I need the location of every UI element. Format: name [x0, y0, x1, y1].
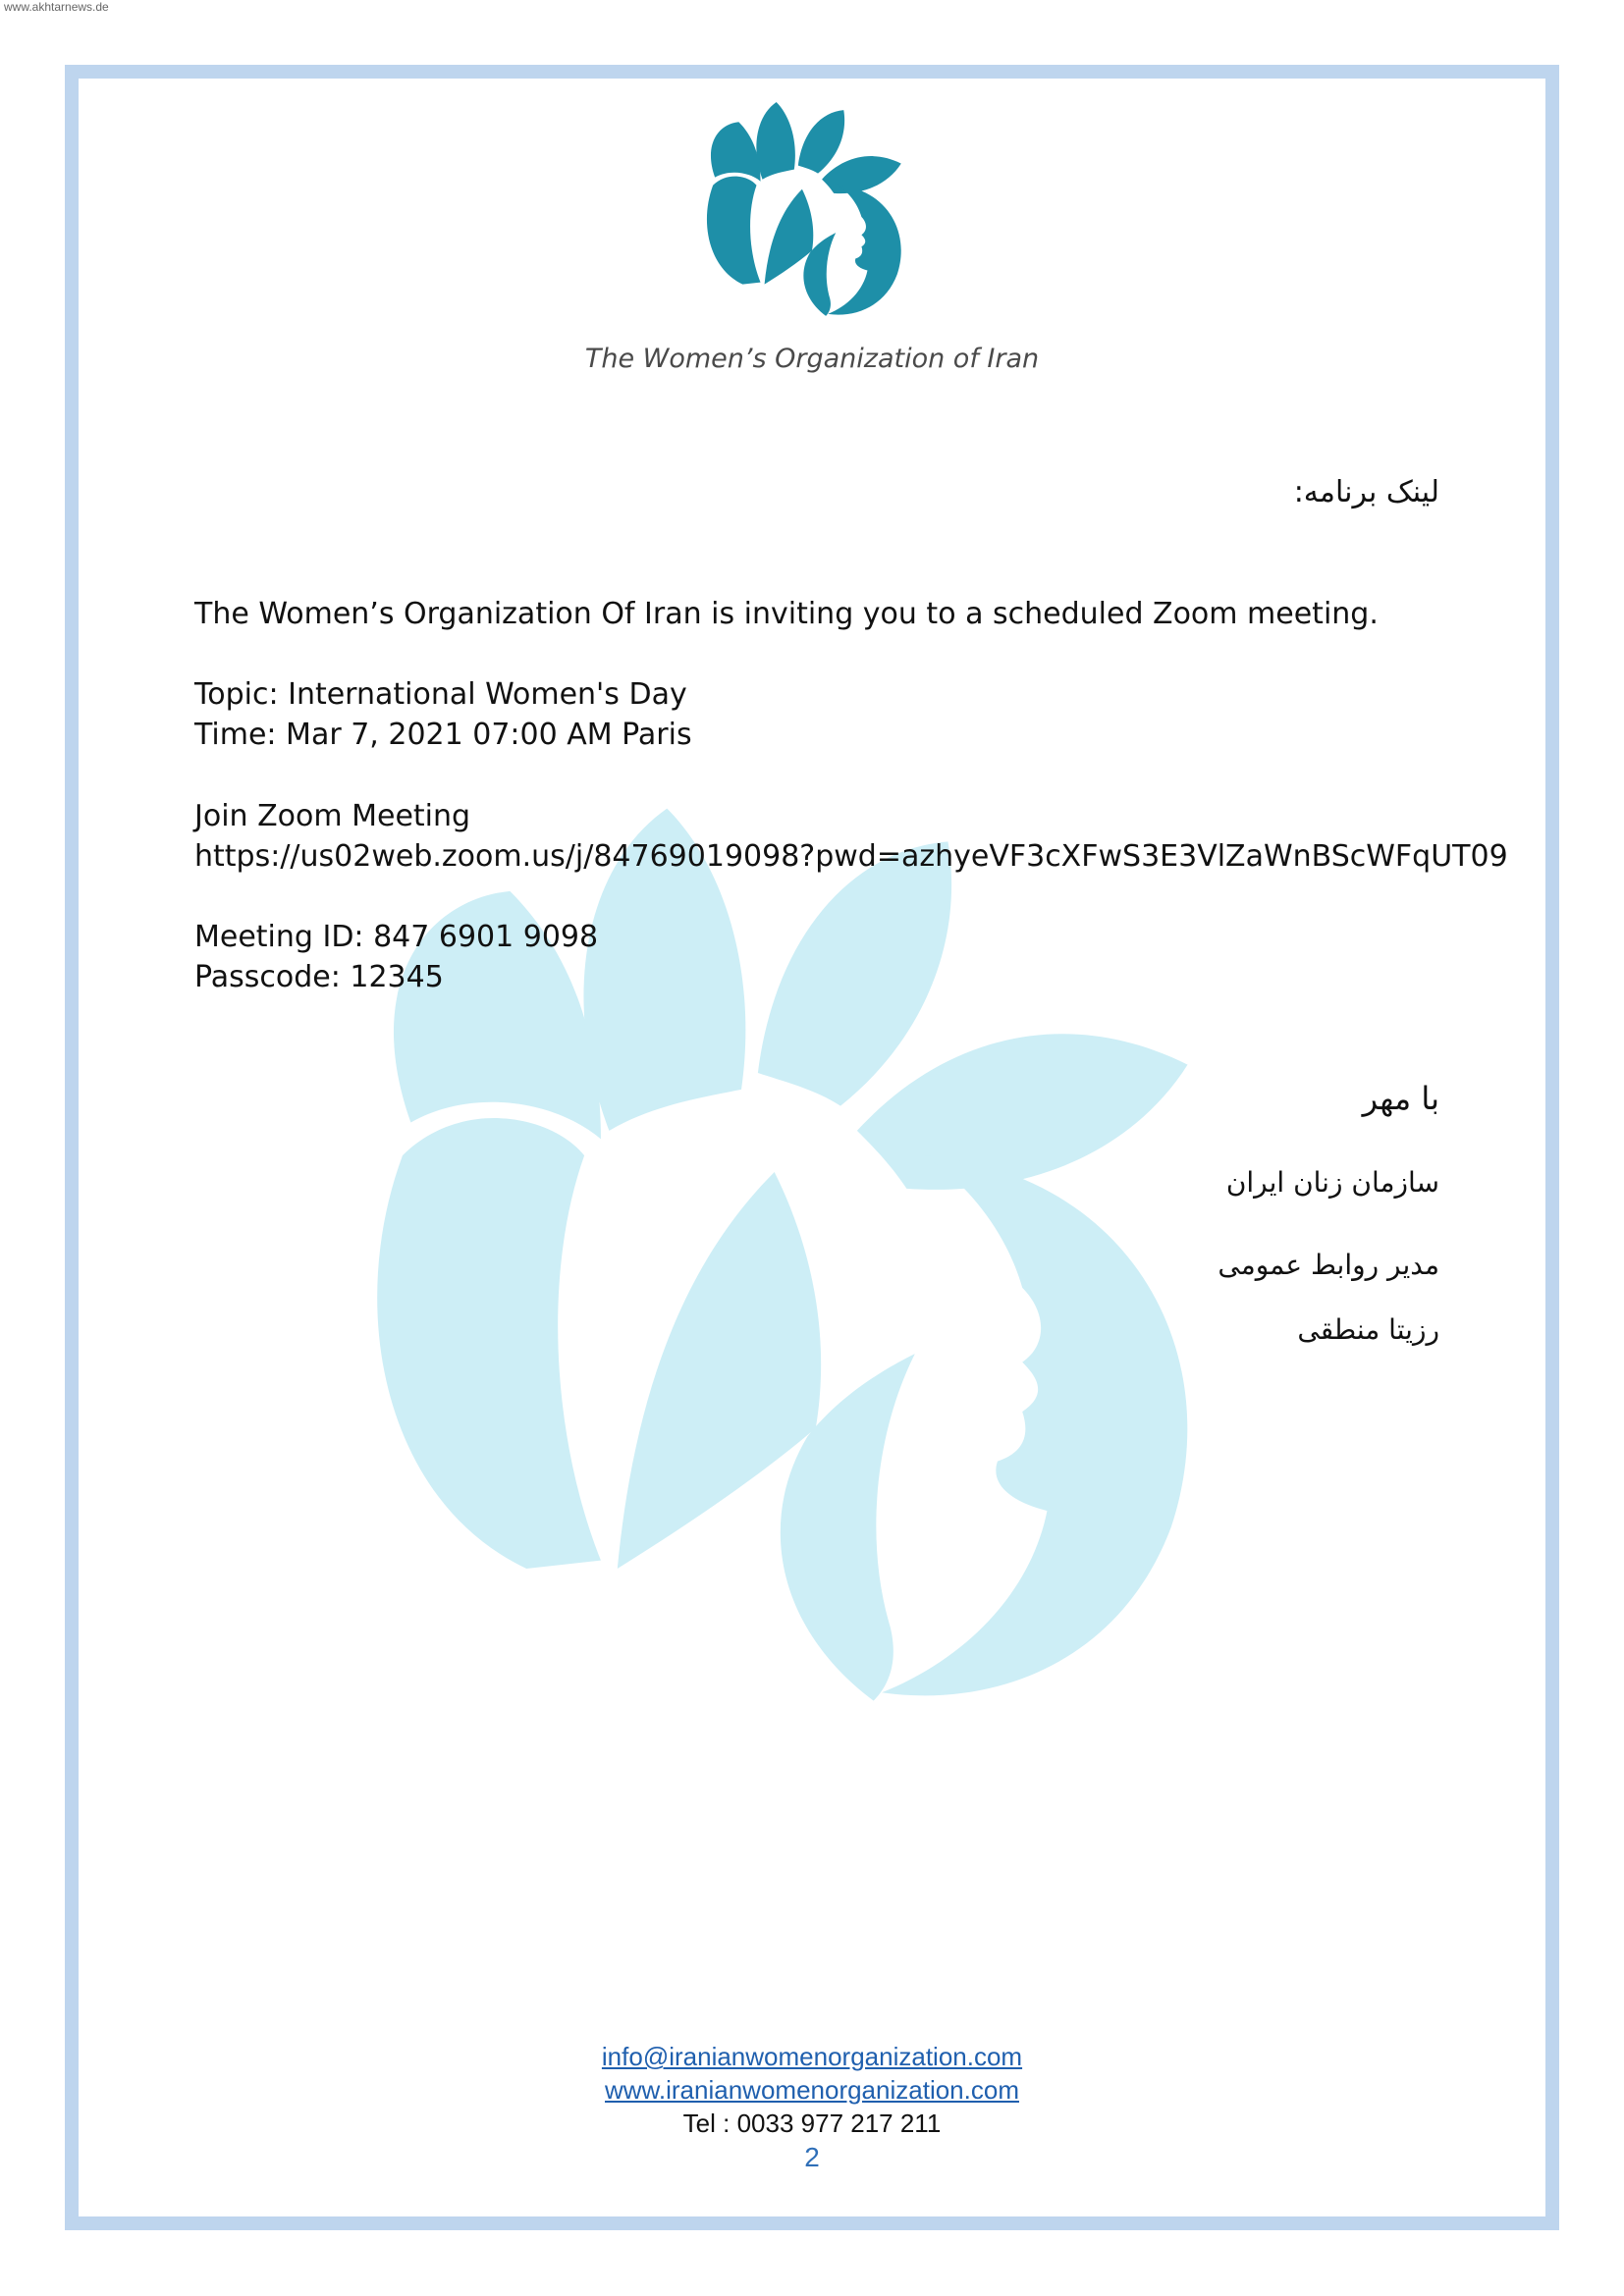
- footer-website-link[interactable]: www.iranianwomenorganization.com: [605, 2075, 1019, 2105]
- org-name-heading: The Women’s Organization of Iran: [584, 344, 1040, 374]
- footer-tel: Tel : 0033 977 217 211: [682, 2109, 942, 2138]
- footer-email-link[interactable]: info@iranianwomenorganization.com: [601, 2042, 1023, 2071]
- signature-role: مدیر روابط عمومی: [1218, 1249, 1439, 1281]
- join-zoom-url[interactable]: https://us02web.zoom.us/j/84769019098?pwd=azhyeVF3cXFwS3E3VlZaWnBScWFqUT09: [194, 839, 1508, 874]
- program-link-label: لینک برنامه:: [1293, 475, 1439, 509]
- meeting-topic: Topic: International Women's Day: [194, 677, 687, 712]
- meeting-id: Meeting ID: 847 6901 9098: [194, 920, 599, 954]
- signature-closing: با مهر: [1362, 1080, 1439, 1117]
- meeting-passcode: Passcode: 12345: [194, 960, 444, 994]
- signature-org: سازمان زنان ایران: [1225, 1166, 1439, 1199]
- meeting-time: Time: Mar 7, 2021 07:00 AM Paris: [194, 718, 692, 752]
- invitation-intro: The Women’s Organization Of Iran is inviting you to a scheduled Zoom meeting.: [194, 597, 1379, 631]
- page-number: 2: [804, 2142, 820, 2172]
- join-zoom-label: Join Zoom Meeting: [194, 799, 471, 833]
- source-watermark: www.akhtarnews.de: [4, 0, 109, 14]
- signature-name: رزیتا منطقی: [1297, 1313, 1439, 1346]
- lotus-logo: [699, 90, 927, 336]
